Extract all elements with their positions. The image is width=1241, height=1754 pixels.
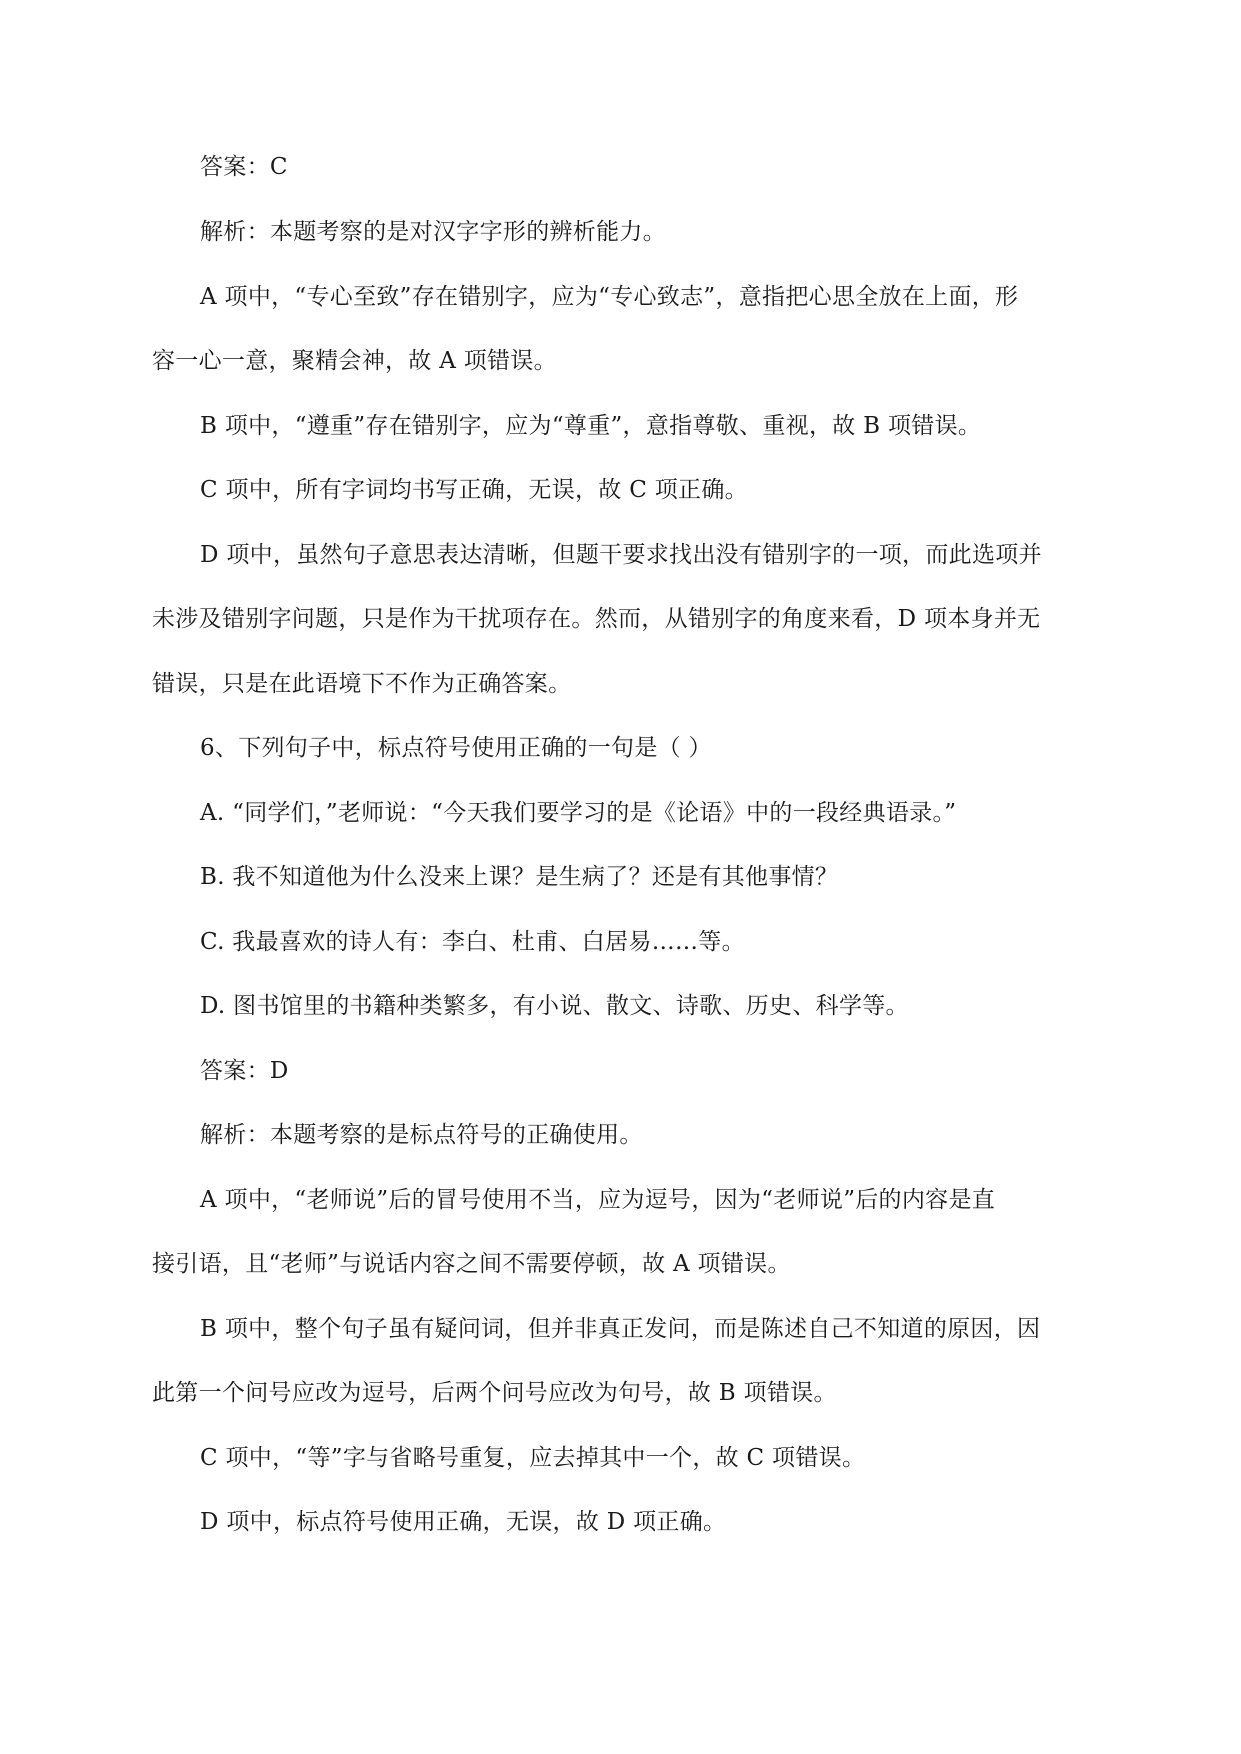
q5-option-b-explanation: B 项中，“遵重”存在错别字，应为“尊重”，意指尊敬、重视，故 B 项错误。	[200, 413, 982, 439]
q6-option-a: A. “同学们，”老师说：“今天我们要学习的是《论语》中的一段经典语录。”	[200, 800, 957, 826]
q5-analysis: 解析：本题考察的是对汉字字形的辨析能力。	[200, 219, 666, 245]
q6-option-c-explanation: C 项中，“等”字与省略号重复，应去掉其中一个，故 C 项错误。	[200, 1445, 866, 1471]
q5-option-a-explanation-line-1: A 项中，“专心至致”存在错别字，应为“专心致志”，意指把心思全放在上面，形	[200, 284, 1019, 310]
q6-option-a-explanation-line-2: 接引语，且“老师”与说话内容之间不需要停顿，故 A 项错误。	[152, 1251, 791, 1277]
q5-option-c-explanation: C 项中，所有字词均书写正确，无误，故 C 项正确。	[200, 477, 748, 503]
q6-question: 6、下列句子中，标点符号使用正确的一句是（ ）	[200, 735, 712, 761]
q6-option-d-explanation: D 项中，标点符号使用正确，无误，故 D 项正确。	[200, 1509, 727, 1535]
q5-option-d-explanation-line-2: 未涉及错别字问题，只是作为干扰项存在。然而，从错别字的角度来看，D 项本身并无	[152, 606, 1041, 632]
q6-option-b: B. 我不知道他为什么没来上课？是生病了？还是有其他事情？	[200, 864, 839, 890]
q5-option-a-explanation-line-2: 容一心一意，聚精会神，故 A 项错误。	[152, 348, 557, 374]
q6-option-d: D. 图书馆里的书籍种类繁多，有小说、散文、诗歌、历史、科学等。	[200, 993, 909, 1019]
q5-answer: 答案：C	[200, 154, 288, 180]
q6-option-c: C. 我最喜欢的诗人有：李白、杜甫、白居易……等。	[200, 929, 745, 955]
q6-analysis: 解析：本题考察的是标点符号的正确使用。	[200, 1122, 643, 1148]
q5-option-d-explanation-line-3: 错误，只是在此语境下不作为正确答案。	[152, 671, 572, 697]
q6-option-b-explanation-line-2: 此第一个问号应改为逗号，后两个问号应改为句号，故 B 项错误。	[152, 1380, 837, 1406]
q6-answer: 答案：D	[200, 1058, 289, 1084]
q6-option-a-explanation-line-1: A 项中，“老师说”后的冒号使用不当，应为逗号，因为“老师说”后的内容是直	[200, 1187, 996, 1213]
q5-option-d-explanation-line-1: D 项中，虽然句子意思表达清晰，但题干要求找出没有错别字的一项，而此选项并	[200, 542, 1042, 568]
q6-option-b-explanation-line-1: B 项中，整个句子虽有疑问词，但并非真正发问，而是陈述自己不知道的原因，因	[200, 1316, 1041, 1342]
